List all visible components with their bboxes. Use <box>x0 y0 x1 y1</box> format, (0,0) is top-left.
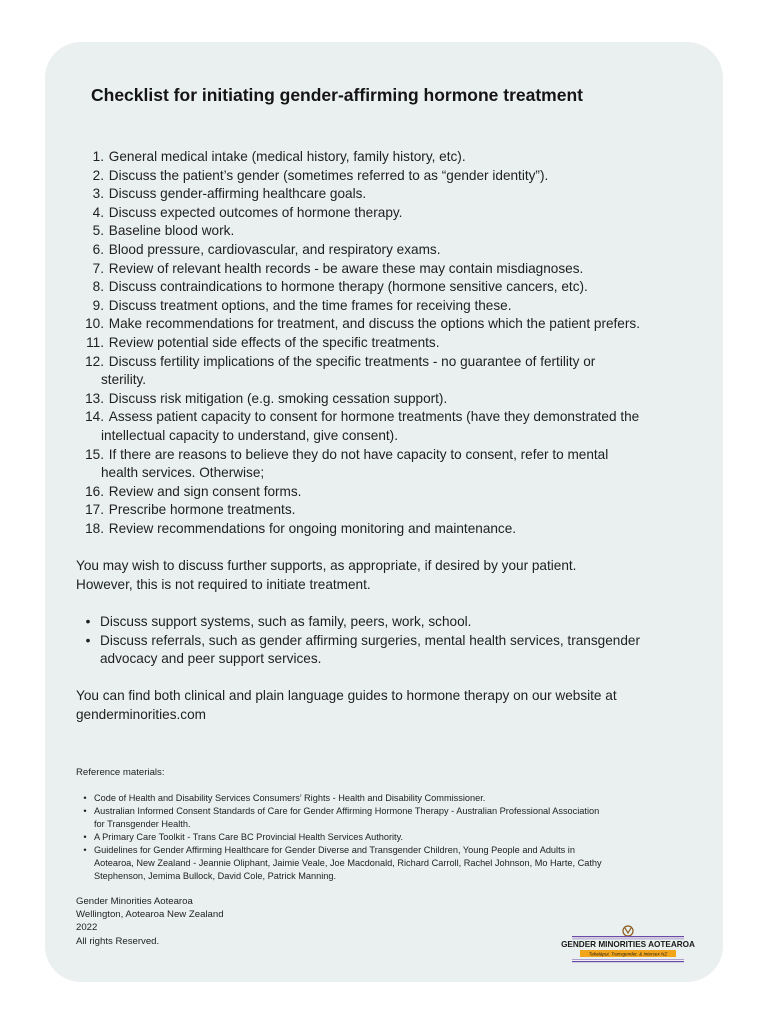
checklist-item-number: 3. <box>92 186 104 202</box>
checklist-item-continuation: intellectual capacity to understand, give consent). <box>101 427 398 443</box>
checklist-item-text: Assess patient capacity to consent for hormone treatments (have they demonstrated the <box>108 409 640 425</box>
intro-line-1: You may wish to discuss further supports, as appropriate, if desired by your patient. <box>76 558 577 573</box>
supports-item <box>76 632 696 669</box>
checklist-item <box>76 222 696 241</box>
page-title: Checklist for initiating gender-affirming hormone treatment <box>91 85 583 105</box>
footer-org: Gender Minorities Aotearoa <box>76 896 193 907</box>
checklist <box>76 148 696 538</box>
logo-tagline: Takatāpui, Transgender, & Intersex NZ <box>588 951 668 957</box>
checklist-item-text: Review recommendations for ongoing monitoring and maintenance. <box>108 520 517 536</box>
checklist-item-text: Make recommendations for treatment, and discuss the options which the patient prefers. <box>108 316 640 332</box>
supports-item-continuation: advocacy and peer support services. <box>100 651 322 667</box>
checklist-item-number: 13. <box>85 390 104 406</box>
checklist-item <box>76 260 696 279</box>
website-note <box>76 687 696 724</box>
reference-item <box>76 792 694 805</box>
website-line: You can find both clinical and plain language guides to hormone therapy on our website at <box>76 688 617 703</box>
reference-line: Aotearoa, New Zealand - Jeannie Oliphant, Jaimie Veale, Joe Macdonald, Richard Carroll, Rachel Johnson, Mo Harte, Cathy <box>94 858 602 868</box>
bullet-icon: • <box>83 793 87 803</box>
checklist-item-text: Baseline blood work. <box>108 223 235 239</box>
supports-item-text: Discuss support systems, such as family, peers, work, school. <box>100 614 472 629</box>
checklist-item <box>76 148 696 167</box>
checklist-item-number: 15. <box>85 446 104 462</box>
references-heading: Reference materials: <box>76 767 165 778</box>
checklist-item-number: 1. <box>92 149 104 164</box>
references-list <box>76 792 694 883</box>
checklist-item-number: 4. <box>92 204 104 220</box>
supports-intro <box>76 557 696 594</box>
checklist-item <box>76 315 696 334</box>
checklist-item <box>76 167 696 186</box>
checklist-item <box>76 334 696 353</box>
supports-list <box>76 613 696 669</box>
checklist-item-text: Discuss gender-affirming healthcare goals. <box>108 186 367 202</box>
supports-item <box>76 613 696 632</box>
reference-item <box>76 831 694 844</box>
checklist-item <box>76 408 696 445</box>
footer <box>76 895 224 948</box>
footer-rights: All rights Reserved. <box>76 935 160 947</box>
bullet-icon: • <box>85 614 91 629</box>
checklist-item-number: 11. <box>86 334 104 350</box>
checklist-item-text: Discuss expected outcomes of hormone therapy. <box>108 204 403 220</box>
checklist-item <box>76 390 696 409</box>
checklist-item <box>76 297 696 316</box>
checklist-item-number: 8. <box>92 279 104 295</box>
checklist-item <box>76 483 696 502</box>
checklist-item-number: 5. <box>92 223 104 239</box>
checklist-item-number: 9. <box>92 297 104 313</box>
reference-line: Guidelines for Gender Affirming Healthcare for Gender Diverse and Transgender Children, Young People and Adults in <box>94 845 575 855</box>
checklist-item <box>76 353 696 390</box>
logo-wordmark: GENDER MINORITIES AOTEAROA <box>561 940 695 949</box>
reference-item <box>76 844 694 883</box>
checklist-item-number: 7. <box>92 260 104 276</box>
reference-line: Stephenson, Jemima Bullock, David Cole, Patrick Manning. <box>94 871 337 881</box>
checklist-item-text: General medical intake (medical history, family history, etc). <box>108 149 466 164</box>
checklist-item-text: Discuss fertility implications of the specific treatments - no guarantee of fertility or <box>108 353 596 369</box>
website-url[interactable]: genderminorities.com <box>76 706 206 722</box>
checklist-item-text: Review potential side effects of the specific treatments. <box>108 334 440 350</box>
supports-item-text: Discuss referrals, such as gender affirming surgeries, mental health services, transgender <box>100 632 640 648</box>
checklist-item-number: 2. <box>92 167 104 183</box>
checklist-item-text: Review and sign consent forms. <box>108 483 302 499</box>
checklist-item <box>76 501 696 520</box>
checklist-item-text: If there are reasons to believe they do not have capacity to consent, refer to mental <box>108 446 609 462</box>
footer-year: 2022 <box>76 922 98 934</box>
checklist-item <box>76 185 696 204</box>
reference-line: A Primary Care Toolkit - Trans Care BC Provincial Health Services Authority. <box>94 832 404 842</box>
reference-item <box>76 805 694 831</box>
intro-line-2: However, this is not required to initiate treatment. <box>76 576 371 592</box>
checklist-item-number: 18. <box>85 520 104 536</box>
checklist-item-number: 12. <box>85 353 104 369</box>
checklist-item-number: 16. <box>85 483 104 499</box>
bullet-icon: • <box>85 632 91 648</box>
footer-location: Wellington, Aotearoa New Zealand <box>76 909 224 921</box>
bullet-icon: • <box>83 845 87 855</box>
checklist-item <box>76 520 696 539</box>
reference-line: Code of Health and Disability Services Consumers’ Rights - Health and Disability Commissioner. <box>94 793 486 803</box>
checklist-item-text: Discuss the patient’s gender (sometimes referred to as “gender identity”). <box>108 167 549 183</box>
checklist-item <box>76 204 696 223</box>
checklist-item-text: Discuss treatment options, and the time frames for receiving these. <box>108 297 512 313</box>
reference-line: Australian Informed Consent Standards of Care for Gender Affirming Hormone Therapy - Australian Professional Association <box>94 806 600 816</box>
checklist-item <box>76 278 696 297</box>
checklist-item-number: 6. <box>92 241 104 257</box>
checklist-item-text: Discuss contraindications to hormone therapy (hormone sensitive cancers, etc). <box>108 279 588 295</box>
checklist-item-text: Prescribe hormone treatments. <box>108 502 296 518</box>
checklist-item-text: Discuss risk mitigation (e.g. smoking cessation support). <box>108 390 448 406</box>
checklist-item-continuation: sterility. <box>101 372 147 388</box>
checklist-item <box>76 446 696 483</box>
checklist-item-text: Review of relevant health records - be aware these may contain misdiagnoses. <box>108 260 584 276</box>
reference-line: for Transgender Health. <box>94 819 191 829</box>
bullet-icon: • <box>83 806 87 816</box>
logo-emblem-icon <box>623 926 633 936</box>
checklist-item-continuation: health services. Otherwise; <box>101 465 265 481</box>
checklist-item-number: 10. <box>85 316 104 332</box>
checklist-item-text: Blood pressure, cardiovascular, and respiratory exams. <box>108 241 441 257</box>
checklist-item-number: 14. <box>85 409 104 425</box>
gender-minorities-logo <box>561 924 695 966</box>
bullet-icon: • <box>83 832 87 842</box>
checklist-item-number: 17. <box>85 502 104 518</box>
checklist-item <box>76 241 696 260</box>
